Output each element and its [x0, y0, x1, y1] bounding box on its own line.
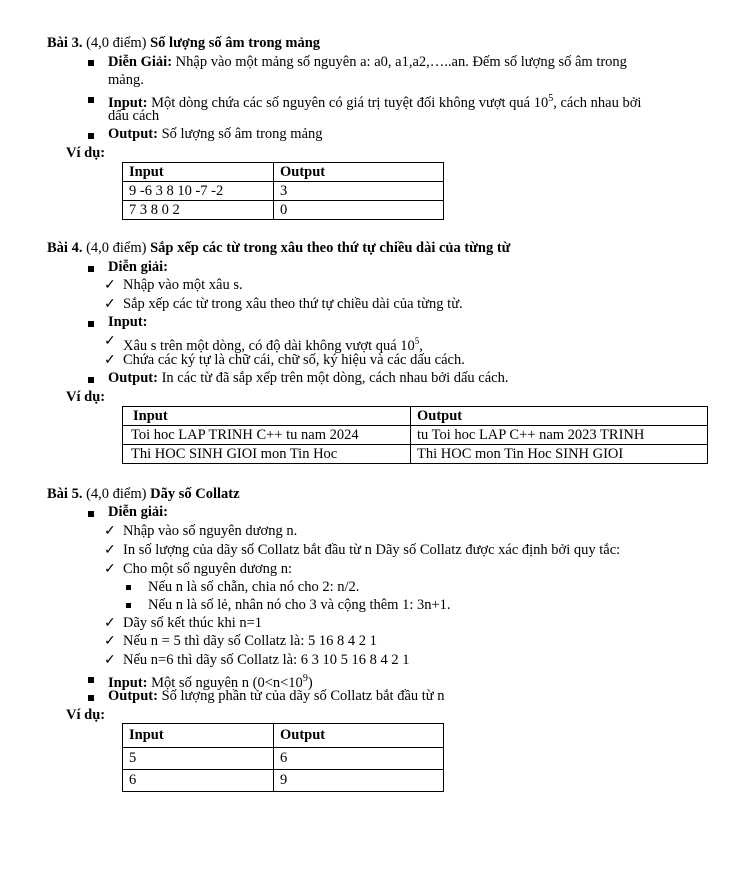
- bullet-icon: [88, 321, 94, 327]
- bai3-input-sup: 5: [548, 93, 554, 104]
- table-cell: 0: [274, 201, 444, 220]
- bai4-input-item-tail: ,: [419, 337, 423, 354]
- bai3-explain: [108, 54, 708, 71]
- check-icon: ✓: [104, 278, 116, 293]
- bullet-icon: [88, 677, 94, 683]
- bai4-explain-item: Sắp xếp các từ trong xâu theo thứ tự chiều dài của từng từ.: [123, 296, 463, 312]
- bai3-example-label: Ví dụ:: [66, 145, 106, 161]
- table-cell: 7 3 8 0 2: [123, 201, 274, 220]
- bullet-icon: [88, 60, 94, 66]
- table-header-row: [123, 724, 444, 748]
- bai5-output-text: Số lượng phần tử của dãy số Collatz bắt đầu từ n: [161, 688, 445, 704]
- bai4-title: Sắp xếp các từ trong xâu theo thứ tự chiều dài của từng từ: [150, 240, 511, 256]
- square-bullet-icon: [126, 603, 131, 608]
- bai4-points: (4,0 điểm): [86, 240, 147, 256]
- table-row: [123, 445, 708, 464]
- check-icon: ✓: [104, 543, 116, 558]
- bai3-example-table: [122, 162, 444, 220]
- bai5-explain-label: Diễn giải:: [108, 504, 169, 520]
- bai4-output-text: In các từ đã sắp xếp trên một dòng, cách nhau bởi dấu cách.: [161, 370, 509, 386]
- table-header-output: Output: [274, 163, 444, 182]
- bai5-heading: [47, 486, 240, 503]
- bullet-icon: [88, 133, 94, 139]
- check-icon: ✓: [104, 353, 116, 368]
- bai3-input: [108, 90, 641, 112]
- table-row: [123, 748, 444, 770]
- bai5-explain-item: Cho một số nguyên dương n:: [123, 561, 292, 577]
- check-icon: ✓: [104, 562, 116, 577]
- table-header-input: Input: [123, 724, 274, 748]
- table-cell: 5: [123, 748, 274, 770]
- bai5-title: Dãy số Collatz: [150, 486, 240, 502]
- bullet-icon: [88, 511, 94, 517]
- bullet-icon: [88, 695, 94, 701]
- bai5-output-label: Output:: [108, 688, 158, 704]
- table-cell: tu Toi hoc LAP C++ nam 2023 TRINH: [411, 426, 708, 445]
- square-bullet-icon: [126, 585, 131, 590]
- check-icon: ✓: [104, 634, 116, 649]
- table-header-input: Input: [123, 407, 411, 426]
- table-row: [123, 201, 444, 220]
- table-cell: 6: [274, 748, 444, 770]
- table-cell: Thi HOC mon Tin Hoc SINH GIOI: [411, 445, 708, 464]
- bai5-input-tail: ): [307, 674, 313, 691]
- table-cell: 6: [123, 770, 274, 792]
- bullet-icon: [88, 377, 94, 383]
- bai5-example-table: [122, 723, 444, 792]
- bai4-input-item-sup: 5: [414, 336, 420, 346]
- bai4-example-label: Ví dụ:: [66, 389, 106, 405]
- bai3-output-label: Output:: [108, 126, 158, 142]
- bai3-output: [108, 126, 323, 143]
- table-cell: 3: [274, 182, 444, 201]
- bai3-input-line2: dấu cách: [108, 108, 160, 124]
- bai5-explain-item: Nếu n=6 thì dãy số Collatz là: 6 3 10 5 16 8 4 2 1: [123, 652, 410, 668]
- bai5-points: (4,0 điểm): [86, 486, 147, 502]
- bai5-sub-item: Nếu n là số chẵn, chia nó cho 2: n/2.: [148, 579, 360, 595]
- bai5-explain-item: In số lượng của dãy số Collatz bắt đầu từ n Dãy số Collatz được xác định bởi quy tắc:: [123, 542, 621, 558]
- bai4-explain-label: Diễn giải:: [108, 259, 169, 275]
- bai3-output-text: Số lượng số âm trong mảng: [161, 126, 323, 142]
- check-icon: ✓: [104, 334, 116, 349]
- bullet-icon: [88, 266, 94, 272]
- bai5-output: [108, 688, 445, 705]
- check-icon: ✓: [104, 524, 116, 539]
- bai5-number: Bài 5.: [47, 486, 83, 502]
- table-row: [123, 426, 708, 445]
- bai3-heading: [47, 35, 320, 52]
- table-cell: Toi hoc LAP TRINH C++ tu nam 2024: [123, 426, 411, 445]
- bai3-explain-text: Nhập vào một mảng số nguyên a: a0, a1,a2,…..an. Đếm số lượng số âm trong: [175, 54, 627, 70]
- table-row: [123, 182, 444, 201]
- bai4-output: [108, 370, 508, 387]
- check-icon: ✓: [104, 653, 116, 668]
- bai3-title: Số lượng số âm trong mảng: [150, 35, 321, 51]
- table-header-input: Input: [123, 163, 274, 182]
- bai5-explain-item: Nếu n = 5 thì dãy số Collatz là: 5 16 8 4 2 1: [123, 633, 377, 649]
- check-icon: ✓: [104, 616, 116, 631]
- bai5-sub-item: Nếu n là số lẻ, nhân nó cho 3 và cộng thêm 1: 3n+1.: [148, 597, 451, 613]
- table-header-row: [123, 407, 708, 426]
- check-icon: ✓: [104, 297, 116, 312]
- bai5-example-label: Ví dụ:: [66, 707, 106, 723]
- table-header-output: Output: [274, 724, 444, 748]
- bai5-explain-item: Dãy số kết thúc khi n=1: [123, 615, 263, 631]
- bai4-number: Bài 4.: [47, 240, 83, 256]
- table-cell: 9: [274, 770, 444, 792]
- bai3-explain-label: Diễn Giải:: [108, 54, 173, 70]
- bai5-input-text: Một số nguyên n (0<n<10: [151, 674, 303, 691]
- table-cell: Thi HOC SINH GIOI mon Tin Hoc: [123, 445, 411, 464]
- bai4-output-label: Output:: [108, 370, 158, 386]
- bai3-explain-line2: mảng.: [108, 72, 144, 88]
- bai4-input-item: Chứa các ký tự là chữ cái, chữ số, ký hiệu và các dấu cách.: [123, 352, 465, 368]
- bai3-input-label: Input:: [108, 94, 148, 111]
- bai3-input-text: Một dòng chứa các số nguyên có giá trị tuyệt đối không vượt quá 10: [151, 94, 549, 111]
- bai4-example-table: [122, 406, 708, 464]
- bai4-explain-item: Nhập vào một xâu s.: [123, 277, 243, 293]
- bai3-input-tail: , cách nhau bởi: [553, 94, 642, 111]
- bai3-number: Bài 3.: [47, 35, 83, 51]
- bai5-input-label: Input:: [108, 674, 148, 691]
- bullet-icon: [88, 97, 94, 103]
- table-header-output: Output: [411, 407, 708, 426]
- bai3-points: (4,0 điểm): [86, 35, 147, 51]
- bai4-input-item-text: Xâu s trên một dòng, có độ dài không vượt quá 10: [123, 337, 415, 354]
- bai5-explain-item: Nhập vào số nguyên dương n.: [123, 523, 298, 539]
- table-header-row: [123, 163, 444, 182]
- bai4-input-label: Input:: [108, 314, 148, 330]
- table-cell: 9 -6 3 8 10 -7 -2: [123, 182, 274, 201]
- table-row: [123, 770, 444, 792]
- bai4-heading: [47, 240, 510, 257]
- bai5-input-sup: 9: [302, 673, 308, 684]
